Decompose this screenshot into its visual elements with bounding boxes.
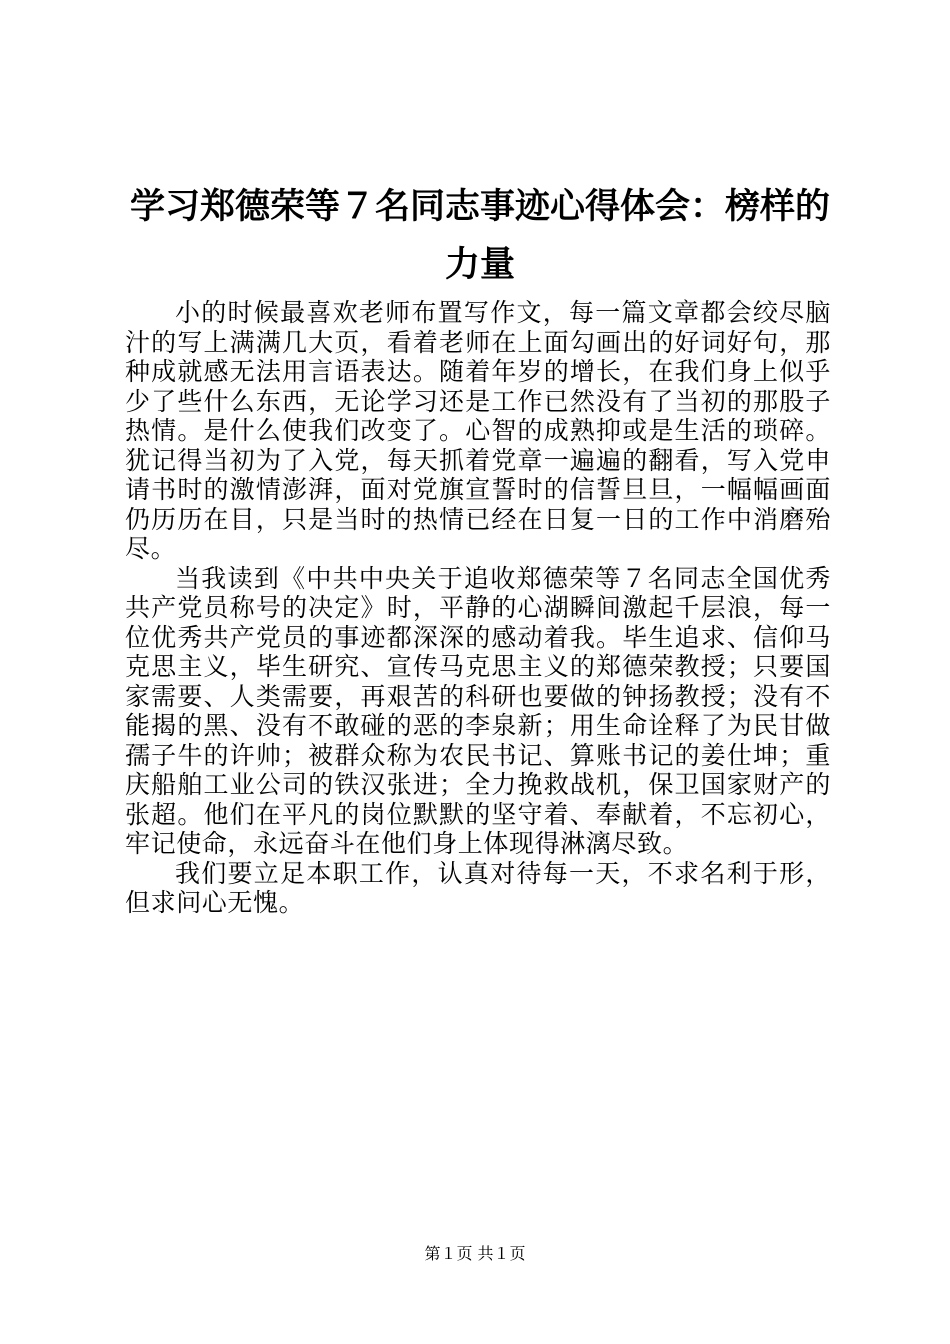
paragraph-2: 当我读到《中共中央关于追收郑德荣等７名同志全国优秀共产党员称号的决定》时，平静的心湖瞬间激起千层浪，每一位优秀共产党员的事迹都深深的感动着我。毕生追求、信仰马克思主义，毕生研究、宣传马克思主义的郑德荣教授；只要国家需要、人类需要，再艰苦的科研也要做的钟扬教授；没有不能揭的黑、没有不敢碰的恶的李泉新；用生命诠释了为民甘做孺子牛的许帅；被群众称为农民书记、算账书记的姜仕坤；重庆船舶工业公司的铁汉张进；全力挽救战机，保卫国家财产的张超。他们在平凡的岗位默默的坚守着、奉献着，不忘初心，牢记使命，永远奋斗在他们身上体现得淋漓尽致。 bbox=[125, 563, 831, 858]
page-footer: 第１页 共１页 bbox=[424, 1244, 526, 1263]
document-body bbox=[125, 298, 831, 918]
document-title: 学习郑德荣等７名同志事迹心得体会：榜样的力量 bbox=[129, 187, 830, 285]
paragraph-1: 小的时候最喜欢老师布置写作文，每一篇文章都会绞尽脑汁的写上满满几大页，看着老师在上面勾画出的好词好句，那种成就感无法用言语表达。随着年岁的增长，在我们身上似乎少了些什么东西，无论学习还是工作已然没有了当初的那股子热情。是什么使我们改变了。心智的成熟抑或是生活的琐碎。犹记得当初为了入党，每天抓着党章一遍遍的翻看，写入党申请书时的激情澎湃，面对党旗宣誓时的信誓旦旦，一幅幅画面仍历历在目，只是当时的热情已经在日复一日的工作中消磨殆尽。 bbox=[125, 298, 831, 563]
paragraph-3: 我们要立足本职工作，认真对待每一天，不求名利于形，但求问心无愧。 bbox=[125, 858, 831, 917]
